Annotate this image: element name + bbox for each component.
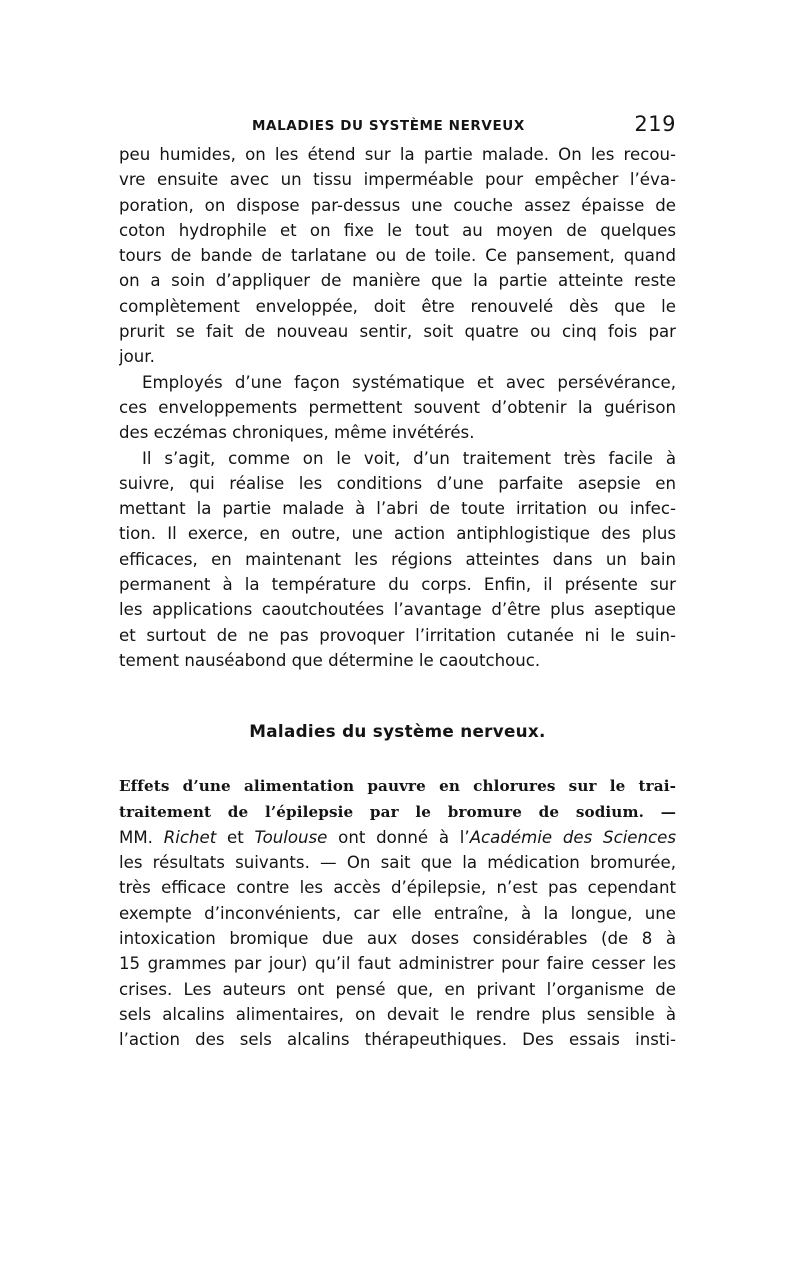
- author-name: Toulouse: [254, 827, 328, 847]
- text-line: les applications caoutchoutées l’avantage d’être plus aseptique: [119, 600, 676, 620]
- running-head: [119, 112, 676, 142]
- paragraph-traitement: [119, 446, 676, 674]
- running-title: MALADIES DU SYSTÈME NERVEUX: [252, 118, 525, 134]
- paragraph-epilepsie: [119, 774, 676, 1052]
- article-lead-line: traitement de l’épilepsie par le bromure de sodium. —: [119, 802, 676, 821]
- text-line-authors: [119, 825, 676, 850]
- text-line: peu humides, on les étend sur la partie malade. On les recou-: [119, 145, 676, 164]
- paragraph-enveloppements: [119, 370, 676, 446]
- article-lead-line: Effets d’une alimentation pauvre en chlorures sur le trai-: [119, 777, 676, 796]
- book-page: [119, 112, 676, 1053]
- text-line: intoxication bromique due aux doses considérables (de 8 à: [119, 929, 676, 949]
- text-fragment: ont donné à l’: [327, 827, 470, 847]
- text-line: permanent à la température du corps. Enfin, il présente sur: [119, 575, 676, 595]
- text-line: des eczémas chroniques, même invétérés.: [119, 423, 475, 443]
- institution-name: Académie des Sciences: [469, 827, 676, 847]
- text-line: coton hydrophile et on fixe le tout au moyen de quelques: [119, 220, 676, 240]
- text-line: poration, on dispose par-dessus une couche assez épaisse de: [119, 195, 676, 215]
- text-line: les résultats suivants. — On sait que la médication bromurée,: [119, 853, 676, 873]
- text-line: mettant la partie malade à l’abri de toute irritation ou infec-: [119, 499, 676, 519]
- text-line: Il s’agit, comme on le voit, d’un traitement très facile à: [142, 448, 676, 468]
- text-line: exempte d’inconvénients, car elle entraîne, à la longue, une: [119, 903, 676, 923]
- text-line: tours de bande de tarlatane ou de toile. Ce pansement, quand: [119, 246, 676, 266]
- section-heading: Maladies du système nerveux.: [249, 721, 546, 742]
- text-line: 15 grammes par jour) qu’il faut administrer pour faire cesser les: [119, 954, 676, 974]
- text-line: l’action des sels alcalins thérapeuthiques. Des essais insti-: [119, 1030, 676, 1050]
- text-line: ces enveloppements permettent souvent d’obtenir la guérison: [119, 397, 676, 417]
- text-line: tion. Il exerce, en outre, une action antiphlogistique des plus: [119, 524, 676, 544]
- text-fragment: et: [216, 827, 255, 847]
- author-name: Richet: [163, 827, 217, 847]
- text-fragment: MM.: [119, 827, 164, 847]
- text-line: très efficace contre les accès d’épilepsie, n’est pas cependant: [119, 878, 676, 898]
- text-line: crises. Les auteurs ont pensé que, en privant l’organisme de: [119, 979, 676, 999]
- text-line: tement nauséabond que détermine le caoutchouc.: [119, 650, 541, 670]
- text-line: et surtout de ne pas provoquer l’irritation cutanée ni le suin-: [119, 625, 676, 645]
- page-number: 219: [634, 112, 676, 136]
- text-line: efficaces, en maintenant les régions atteintes dans un bain: [119, 549, 676, 569]
- text-line: complètement enveloppée, doit être renouvelé dès que le: [119, 296, 676, 316]
- text-line: Employés d’une façon systématique et avec persévérance,: [142, 372, 676, 392]
- text-line: suivre, qui réalise les conditions d’une parfaite asepsie en: [119, 473, 676, 493]
- paragraph-pansement: [119, 142, 676, 370]
- text-line: jour.: [119, 347, 155, 367]
- text-line: vre ensuite avec un tissu imperméable pour empêcher l’éva-: [119, 170, 676, 190]
- text-line: sels alcalins alimentaires, on devait le rendre plus sensible à: [119, 1004, 676, 1024]
- text-line: on a soin d’appliquer de manière que la partie atteinte reste: [119, 271, 676, 291]
- text-line: prurit se fait de nouveau sentir, soit quatre ou cinq fois par: [119, 322, 676, 342]
